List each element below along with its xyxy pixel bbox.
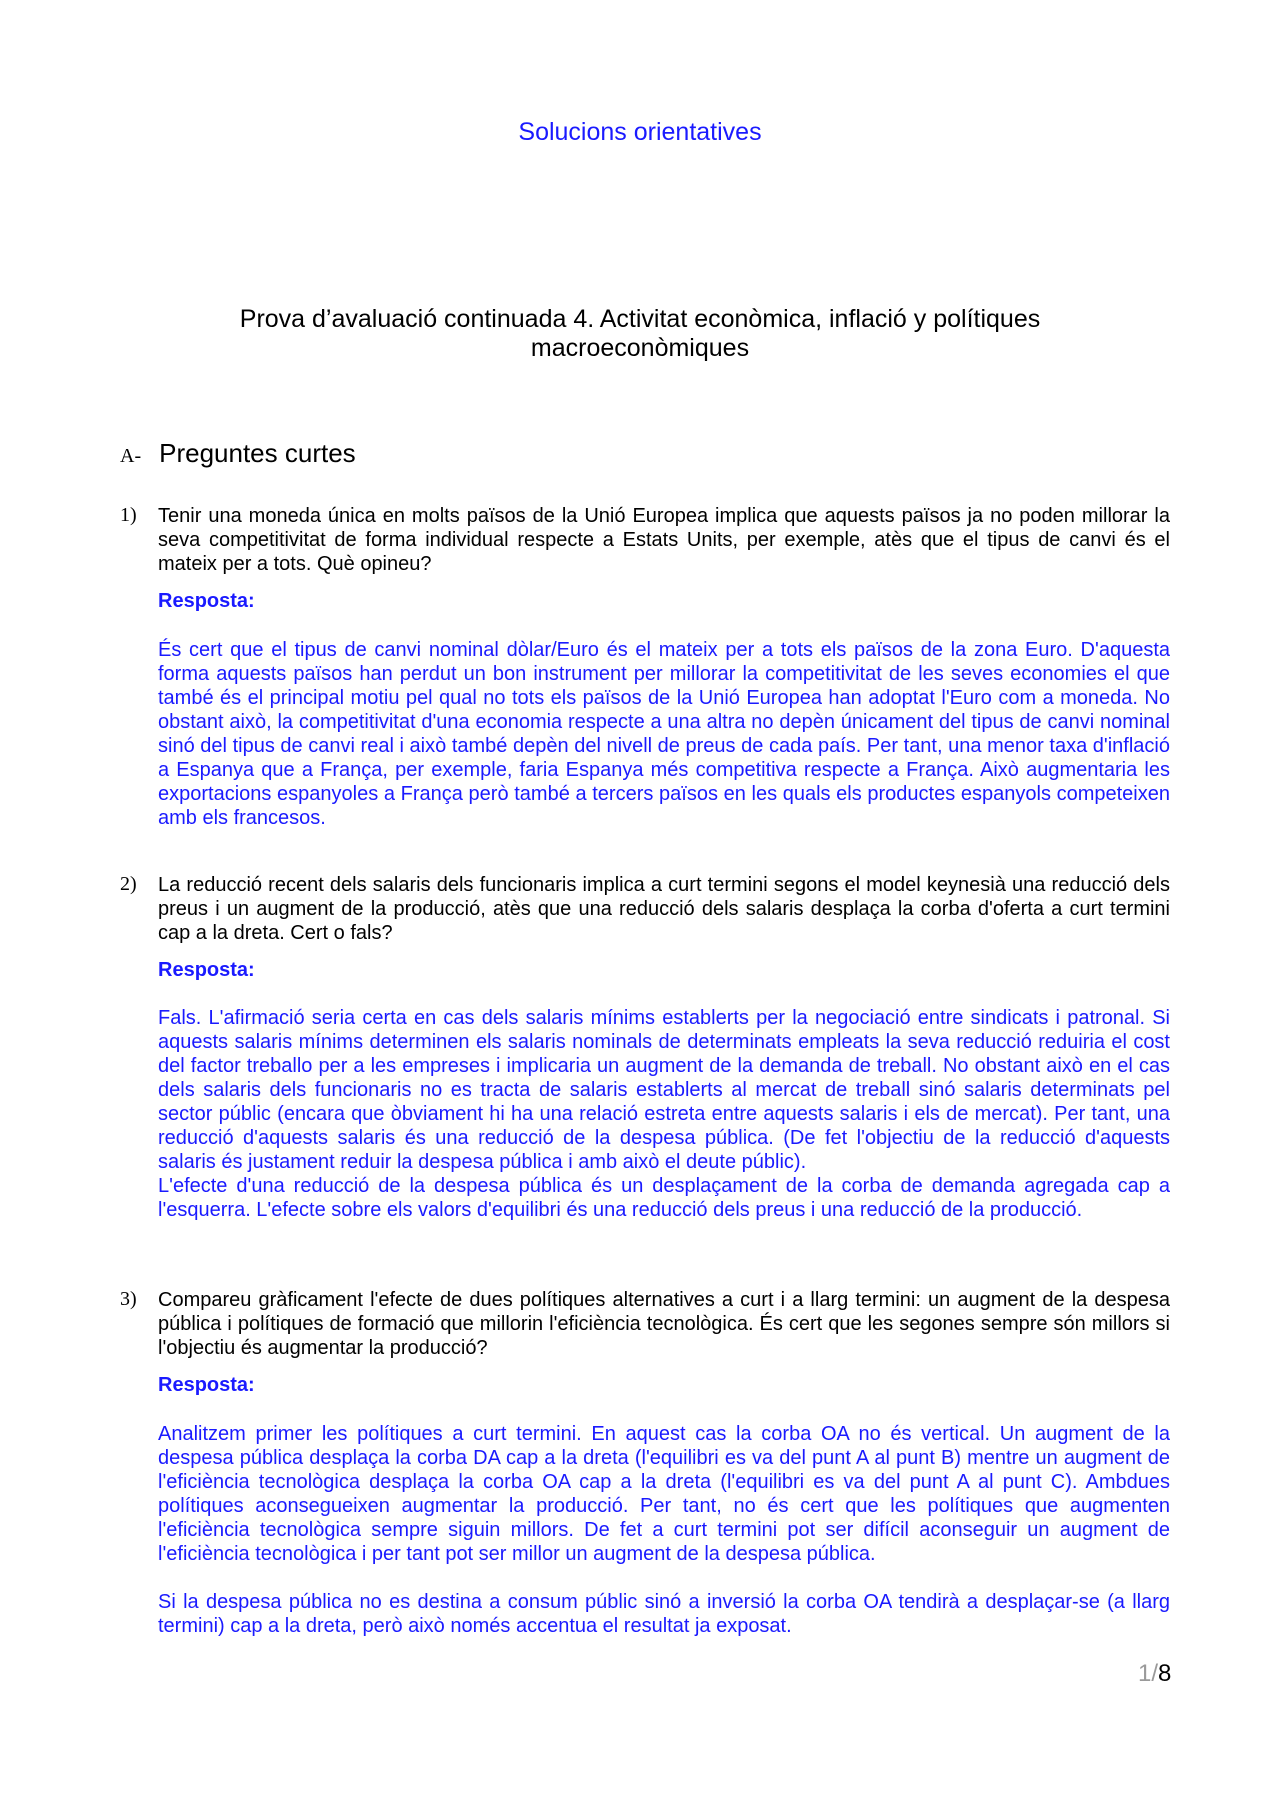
question-1 xyxy=(120,504,1170,576)
page-current: 1 xyxy=(1138,1660,1152,1687)
page-separator: / xyxy=(1151,1660,1159,1687)
question-number: 1) xyxy=(120,504,137,526)
answer-3 xyxy=(158,1422,1170,1638)
page-number xyxy=(1138,1660,1171,1688)
section-letter: A- xyxy=(120,445,142,467)
answer-2 xyxy=(158,1006,1170,1222)
question-3 xyxy=(120,1288,1170,1360)
answer-paragraph: És cert que el tipus de canvi nominal dòlar/Euro és el mateix per a tots els països de la zona Euro. D'aquesta forma aquests països han perdut un bon instrument per millorar la competitivitat de les seves economies el que també és el principal motiu pel qual no tots els països de la Unió Europea han adoptat l'Euro com a moneda. No obstant això, la competitivitat d'una economia respecte a una altra no depèn únicament del tipus de canvi nominal sinó del tipus de canvi real i això també depèn del nivell de preus de cada país. Per tant, una menor taxa d'inflació a Espanya que a França, per exemple, faria Espanya més competitiva respecte a França. Això augmentaria les exportacions espanyoles a França però també a tercers països en les quals els productes espanyols competeixen amb els francesos. xyxy=(158,639,1170,829)
question-text: Compareu gràficament l'efecte de dues polítiques alternatives a curt i a llarg termini: un augment de la despesa pública i polítiques de formació que millorin l'eficiència tecnològica. És cert que les segones sempre són millors si l'objectiu és augmentar la producció? xyxy=(158,1289,1170,1359)
answer-label: Resposta: xyxy=(158,959,255,981)
solutions-heading: Solucions orientatives xyxy=(518,118,762,146)
question-text: Tenir una moneda única en molts països de la Unió Europea implica que aquests països ja no poden millorar la seva competitivitat de forma individual respecte a Estats Units, per exemple, atès que el tipus de canvi és el mateix per a tots. Què opineu? xyxy=(158,505,1170,575)
page-total: 8 xyxy=(1158,1660,1172,1687)
question-text: La reducció recent dels salaris dels funcionaris implica a curt termini segons el model keynesià una reducció dels preus i un augment de la producció, atès que una reducció dels salaris desplaça la corba d'oferta a curt termini cap a la dreta. Cert o fals? xyxy=(158,874,1170,944)
answer-1 xyxy=(158,638,1170,830)
section-title: Preguntes curtes xyxy=(159,438,356,468)
question-number: 3) xyxy=(120,1288,137,1310)
answer-paragraph: L'efecte d'una reducció de la despesa pública és un desplaçament de la corba de demanda agregada cap a l'esquerra. L'efecte sobre els valors d'equilibri és una reducció dels preus i una reducció de la producció. xyxy=(158,1175,1170,1221)
question-2 xyxy=(120,873,1170,945)
answer-label: Resposta: xyxy=(158,1374,255,1396)
answer-paragraph: Fals. L'afirmació seria certa en cas dels salaris mínims establerts per la negociació entre sindicats i patronal. Si aquests salaris mínims determinen els salaris nominals de determinats empleats la seva reducció reduiria el cost del factor treballo per a les empreses i implicaria un augment de la demanda de treball. No obstant això en el cas dels salaris dels funcionaris no es tracta de salaris establerts al mercat de treball sinó salaris determinats pel sector públic (encara que òbviament hi ha una relació estreta entre aquests salaris i els de mercat). Per tant, una reducció d'aquests salaris és una reducció de la despesa pública. (De fet l'objectiu de la reducció d'aquests salaris és justament reduir la despesa pública i amb això el deute públic). xyxy=(158,1007,1170,1173)
question-number: 2) xyxy=(120,873,137,895)
answer-paragraph: Analitzem primer les polítiques a curt termini. En aquest cas la corba OA no és vertical. Un augment de la despesa pública desplaça la corba DA cap a la dreta (l'equilibri es va del punt A al punt B) mentre un augment de l'eficiència tecnològica desplaça la corba OA cap a la dreta (l'equilibri es va del punt A al punt C). Ambdues polítiques aconsegueixen augmentar la producció. Per tant, no és cert que les polítiques que augmenten l'eficiència tecnològica sempre siguin millors. De fet a curt termini pot ser difícil aconseguir un augment de l'eficiència tecnològica i per tant pot ser millor un augment de la despesa pública. xyxy=(158,1423,1170,1565)
document-title: Prova d’avaluació continuada 4. Activitat econòmica, inflació y polítiques macroeconòmiques xyxy=(239,305,1041,362)
answer-label: Resposta: xyxy=(158,590,255,612)
answer-paragraph: Si la despesa pública no es destina a consum públic sinó a inversió la corba OA tendirà a desplaçar-se (a llarg termini) cap a la dreta, però això només accentua el resultat ja exposat. xyxy=(158,1591,1170,1637)
section-heading xyxy=(120,438,356,469)
